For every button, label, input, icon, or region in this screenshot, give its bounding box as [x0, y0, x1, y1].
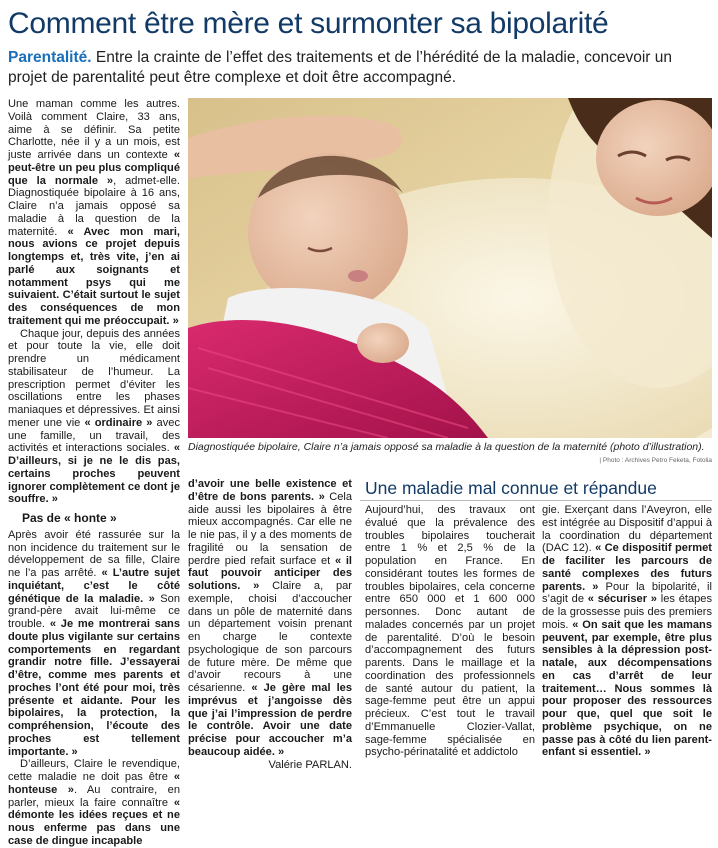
quote-run: d’avoir une belle existence et d’être de bons parents. » [188, 478, 352, 503]
text-run: , admet-elle. Diagnostiquée bipolaire à 16 ans, Claire n’a jamais opposé sa maladie à la question de la maternité. [8, 174, 180, 238]
quote-run: « honteuse » [8, 771, 180, 796]
paragraph [8, 758, 180, 847]
text-run: Son grand-père avait lui-même ce trouble. [8, 592, 180, 630]
quote-run: « Je me montrerai sans doute plus vigilante sur certains comportements en regardant grandir notre fille. J’essayerai d’être, comme mes parents et proches l’ont été pour moi, très présente et aidante. Pour les bipolaires, la protection, la compréhension, l’écoute des proches est tellement importante. » [8, 618, 181, 758]
paragraph [365, 504, 535, 759]
text-run: avec une famille, un travail, des activités et interactions sociales. [8, 416, 180, 455]
text-run: Claire a, par exemple, choisi d’accoucher dans un pôle de maternité dans un département voisin prenant en charge le contexte psychologique de son parcours de future mère. De même que d’avoir recours à une césarienne. [188, 580, 352, 694]
column-4 [542, 504, 712, 759]
text-run: Chaque jour, depuis des années et pour toute la vie, elle doit prendre un médicament stabilisateur de l’humeur. La prescription permet d’éviter les oscillations entre les phases maniaques et dépressives. Et ainsi mener une vie [8, 327, 180, 429]
quote-run: « sécuriser » [587, 593, 657, 606]
column-2 [188, 478, 352, 771]
text-run: . Au contraire, en parler, mieux la faire connaître [8, 783, 180, 809]
paragraph [8, 529, 180, 759]
text-run: Après avoir été rassurée sur la non incidence du traitement sur le développement de sa fille, Claire ne l’a pas arrêté. [8, 528, 180, 579]
photo-caption: Diagnostiquée bipolaire, Claire n’a jamais opposé sa maladie à la question de la maternité (photo d’illustration). [188, 441, 705, 453]
text-run: Une maman comme les autres. Voilà comment Claire, 33 ans, aime à se définir. Sa petite Charlotte, née il y a un mois, est juste arrivée dans un contexte [8, 98, 180, 161]
paragraph [188, 478, 352, 759]
quote-run: « Je gère mal les imprévus et j’angoisse dès que j’ai l’impression de perdre le contrôle. Avoir une date précise pour accoucher m’a beaucoup aidée. » [188, 682, 353, 758]
text-run: Cela aide aussi les bipolaires à être mieux accompagnés. Car elle ne le nie pas, il y a des moments de fragilité ou la sensation de perdre pied refait surface et [188, 490, 353, 567]
text-run: les étapes de la grossesse puis des premiers mois. [542, 593, 712, 631]
quote-run: « il faut pouvoir anticiper des solutions. » [188, 554, 353, 592]
quote-run: « ordinaire » [84, 416, 153, 429]
author-signature: Valérie PARLAN. [268, 758, 352, 771]
paragraph [542, 504, 712, 759]
quote-run: « démonte les idées reçues et ne nous enferme pas dans une case de dingue incapable [8, 796, 180, 847]
text-run: gie. Exerçant dans l’Aveyron, elle est intégrée au Dispositif d’appui à la coordination du département (DAC 12). [542, 504, 712, 555]
article-lead [8, 48, 714, 88]
article-title: Comment être mère et surmonter sa bipolarité [8, 7, 609, 40]
heading-rule [360, 500, 712, 501]
subheading-maladie: Une maladie mal connue et répandue [365, 478, 657, 498]
paragraph [8, 98, 180, 328]
lead-text: Entre la crainte de l’effet des traitements et de l’hérédité de la maladie, concevoir un projet de parentalité peut être complexe et doit être accompagné. [8, 49, 672, 86]
lead-kicker: Parentalité. [8, 49, 92, 66]
column-3 [365, 504, 535, 759]
quote-run: « Avec mon mari, nous avions ce projet depuis longtemps et, très vite, j’en ai parlé aux soignants et notamment psys qui me suivaient. C’était surtout le sujet des conséquences de mon traitement qui me préoccupait. » [8, 225, 180, 327]
article-photo [188, 98, 712, 438]
quote-run: « peut-être un peu plus compliqué que la normale » [8, 149, 180, 187]
quote-run: « L’autre sujet inquiétant, c’est le côté génétique de la maladie. » [8, 567, 180, 605]
subheading-honte: Pas de « honte » [22, 511, 117, 525]
photo-credit: | Photo : Archives Petro Feketa, Fotolia [599, 457, 712, 464]
quote-run: « D’ailleurs, si je ne le dis pas, certains proches peuvent ignorer complètement ce dont je souffre. » [8, 442, 180, 506]
column-1 [8, 98, 180, 848]
text-run: Aujourd’hui, des travaux ont évalué que la prévalence des troubles bipolaires toucherait entre 1 % et 2,5 % de la population en France. En considérant toutes les formes de troubles bipolaires, cela concerne entre 650 000 et 1 600 000 personnes. Donc autant de malades concernés par un projet de parentalité. D’où le besoin d’accompagnement des futurs parents. Dans le maillage et la coordination des professionnels de santé autour du patient, la sage-femme peut être un appui précieux. C’est tout le travail d’Emmanuelle Clozier-Vallat, sage-femme spécialisée en psycho-périnatalité et addictolo [365, 504, 535, 759]
quote-run: « Ce dispositif permet de faciliter les parcours de santé complexes des futurs parents. » [542, 542, 712, 593]
quote-run: « On sait que les mamans peuvent, par exemple, être plus sensibles à la dépression post-natale, aux décompensations en cas d’arrêt de leur traitement… Nous sommes là pour proposer des ressources pour que, quel que soit le problème psychique, on ne passe pas à côté du lien parent-enfant si essentiel. » [542, 618, 712, 759]
paragraph [8, 328, 180, 507]
mother-baby-illustration [188, 98, 712, 438]
text-run: D’ailleurs, Claire le revendique, cette maladie ne doit pas être [8, 758, 180, 783]
text-run: Pour la bipolarité, il s’agit de [542, 580, 712, 606]
